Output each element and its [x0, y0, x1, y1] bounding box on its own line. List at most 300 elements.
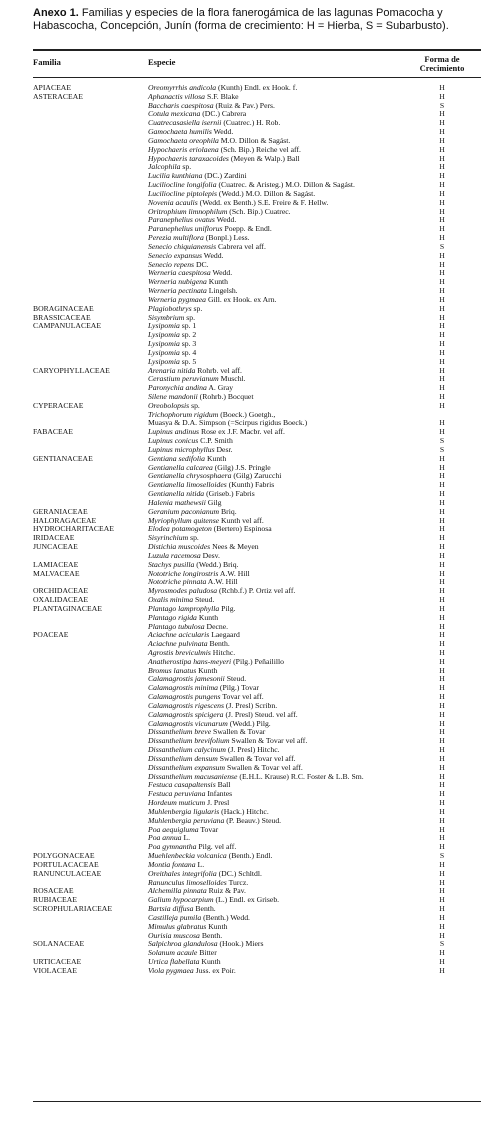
species-binomial: Festuca casapaltensis	[148, 780, 216, 790]
species-author: Tovar vel aff.	[220, 692, 264, 702]
species-binomial: Nototriche longirostris	[148, 568, 219, 578]
growth-form-cell: H	[439, 603, 445, 613]
species-binomial: Sisyrinchium	[148, 533, 189, 543]
species-author: (Meyen & Walp.) Ball	[228, 153, 300, 163]
growth-form-cell: H	[439, 859, 445, 869]
species-binomial: Calamagrostis minima	[148, 683, 218, 693]
species-author: (Rohrb.) Bocquet	[197, 391, 254, 401]
species-author: Kunth	[206, 921, 228, 931]
species-binomial: Lysipomia	[148, 347, 180, 357]
growth-form-cell: H	[439, 886, 445, 896]
family-cell: JUNCACEAE	[33, 542, 78, 552]
table-row	[0, 340, 500, 349]
species-author: Kunth vel aff.	[219, 515, 264, 525]
species-author: Benth.	[199, 930, 223, 940]
species-binomial: Senecio chiquianensis	[148, 241, 217, 251]
table-row	[0, 570, 500, 579]
growth-form-cell: H	[439, 559, 445, 569]
growth-form-cell: H	[439, 718, 445, 728]
species-author: (Kunth) Endl. ex Hook. f.	[216, 83, 298, 92]
species-binomial: Luzula racemosa	[148, 550, 201, 560]
species-binomial: Baccharis caespitosa	[148, 100, 214, 110]
table-row	[0, 658, 500, 667]
species-author: (Griseb.) Fabris	[204, 489, 255, 499]
species-binomial: Paronychia andina	[148, 383, 207, 393]
species-binomial: Myrosmodes paludosa	[148, 586, 218, 596]
growth-form-cell: H	[439, 250, 445, 260]
species-binomial: Calamagrostis spicigera	[148, 709, 224, 719]
species-author: Tovar	[198, 824, 219, 834]
growth-form-cell: H	[439, 180, 445, 190]
family-cell: ASTERACEAE	[33, 91, 83, 101]
family-cell: CYPERACEAE	[33, 400, 84, 410]
species-binomial: Lysipomia	[148, 330, 180, 340]
family-cell: SCROPHULARIACEAE	[33, 904, 113, 914]
species-author: (Wedd.) Briq.	[194, 559, 239, 569]
growth-form-cell: H	[439, 303, 445, 313]
table-row	[0, 243, 500, 252]
growth-form-cell: H	[439, 268, 445, 278]
growth-form-cell: H	[439, 806, 445, 816]
species-binomial: Poa aequigluma	[148, 824, 199, 834]
growth-form-cell: H	[439, 930, 445, 940]
species-author: A.W. Hill	[206, 577, 238, 587]
growth-form-cell: H	[439, 753, 445, 763]
species-binomial: Senecio expansus	[148, 250, 203, 260]
species-author: (DC.) Schltdl.	[216, 868, 262, 878]
growth-form-cell: H	[439, 550, 445, 560]
table-row	[0, 614, 500, 623]
species-binomial: Aphanactis villosa	[148, 91, 206, 101]
table-row	[0, 817, 500, 826]
growth-form-cell: H	[439, 798, 445, 808]
growth-form-cell: H	[439, 692, 445, 702]
species-binomial: Cotula mexicana	[148, 109, 201, 119]
species-author: Decne.	[204, 621, 229, 631]
growth-form-cell: H	[439, 471, 445, 481]
growth-form-cell: H	[439, 294, 445, 304]
growth-form-cell: H	[439, 965, 445, 975]
growth-form-cell: H	[439, 312, 445, 322]
table-row	[0, 631, 500, 640]
species-author: (Wedd.) Pilg.	[227, 718, 271, 728]
species-author: (Wedd.) M.O. Dillon & Sagást.	[216, 188, 316, 198]
growth-form-cell: H	[439, 462, 445, 472]
family-cell: IRIDACEAE	[33, 533, 75, 543]
species-binomial: Plantago rigida	[148, 612, 197, 622]
growth-form-cell: H	[439, 497, 445, 507]
species-author: M.O. Dillon & Sagást.	[218, 135, 291, 145]
species-binomial: Dissanthelium calycinum	[148, 745, 226, 755]
species-binomial: Nototriche pinnata	[148, 577, 207, 587]
species-author: sp. 5	[179, 356, 197, 366]
species-author: A.W. Hill	[218, 568, 250, 578]
growth-form-cell: H	[439, 595, 445, 605]
growth-form-cell: H	[439, 948, 445, 958]
species-author: (J. Presl) Hitchc.	[225, 745, 280, 755]
species-author: Pilg. vel aff.	[196, 842, 237, 852]
growth-form-cell: H	[439, 489, 445, 499]
species-author: Steud.	[224, 674, 247, 684]
growth-form-cell: H	[439, 383, 445, 393]
family-cell: OXALIDACEAE	[33, 595, 89, 605]
table-row	[0, 525, 500, 534]
species-binomial: Poa annua	[148, 833, 182, 843]
growth-form-cell: H	[439, 674, 445, 684]
species-binomial: Hypochaeris eriolaena	[148, 144, 219, 154]
table-row	[0, 967, 500, 976]
table-row	[0, 879, 500, 888]
growth-form-cell: H	[439, 91, 445, 101]
growth-form-cell: H	[439, 188, 445, 198]
species-author: Lingelsh.	[206, 286, 238, 296]
species-binomial: Lucilia kunthiana	[148, 171, 203, 181]
species-author: Turcz.	[226, 877, 249, 887]
table-row	[0, 790, 500, 799]
species-author: (Gilg) J.S. Pringle	[212, 462, 271, 472]
growth-form-cell: H	[439, 453, 445, 463]
growth-form-cell: H	[439, 506, 445, 516]
species-binomial: Gentianella limoselloides	[148, 480, 227, 490]
growth-form-cell: S	[439, 241, 445, 251]
caption-text: Familias y especies de la flora fanerogámica de las lagunas Pomacocha y Habascocha, Concepción, Junín (forma de crecimiento: H = Hierba, S = Subarbusto).	[33, 7, 449, 32]
species-author: (Bertero) Espinosa	[211, 524, 272, 534]
species-table	[0, 84, 500, 976]
species-author: (Boeck.) Goetgh.,	[218, 409, 276, 419]
growth-form-cell: H	[439, 321, 445, 331]
growth-form-cell: H	[439, 400, 445, 410]
species-binomial: Lysipomia	[148, 356, 180, 366]
species-author: Wedd.	[210, 268, 233, 278]
species-binomial: Stachys pusilla	[148, 559, 195, 569]
species-author: L.	[195, 859, 205, 869]
species-author: (P. Beauv.) Steud.	[224, 815, 282, 825]
family-cell: RANUNCULACEAE	[33, 868, 102, 878]
table-row	[0, 914, 500, 923]
growth-form-cell: H	[439, 904, 445, 914]
species-author: Wedd.	[214, 215, 237, 225]
growth-form-cell: H	[439, 206, 445, 216]
growth-form-cell: H	[439, 542, 445, 552]
species-author: (E.H.L. Krause) R.C. Foster & L.B. Sm.	[237, 771, 364, 781]
table-row	[0, 605, 500, 614]
species-author: Pilg.	[219, 603, 236, 613]
growth-form-cell: H	[439, 665, 445, 675]
growth-form-cell: H	[439, 921, 445, 931]
species-binomial: Calamagrostis jamesonii	[148, 674, 225, 684]
species-author: Juss. ex Poir.	[193, 965, 236, 975]
species-author: Desr.	[214, 444, 233, 454]
growth-form-cell: S	[439, 436, 445, 446]
growth-form-cell: H	[439, 224, 445, 234]
species-binomial: Werneria nubigena	[148, 277, 207, 287]
growth-form-cell: H	[439, 727, 445, 737]
growth-form-cell: H	[439, 895, 445, 905]
species-binomial: Myriophyllum quitense	[148, 515, 220, 525]
family-cell: MALVACEAE	[33, 568, 80, 578]
growth-form-cell: H	[439, 842, 445, 852]
growth-form-cell: H	[439, 533, 445, 543]
species-author: (Bonpl.) Less.	[203, 233, 250, 243]
family-cell: GERANIACEAE	[33, 506, 88, 516]
species-author: (Sch. Bip.) Cuatrec.	[227, 206, 291, 216]
growth-form-cell: H	[439, 709, 445, 719]
species-binomial: Dissanthelium brevifolium	[148, 736, 230, 746]
family-cell: PLANTAGINACEAE	[33, 603, 102, 613]
family-cell: VIOLACEAE	[33, 965, 77, 975]
table-row	[0, 490, 500, 499]
species-binomial: Lupinus conicus	[148, 436, 199, 446]
growth-form-cell: H	[439, 780, 445, 790]
species-binomial: Gamochaeta humilis	[148, 127, 212, 137]
species-author: Poepp. & Endl.	[222, 224, 272, 234]
species-binomial: Montia fontana	[148, 859, 196, 869]
table-row	[0, 940, 500, 949]
species-binomial: Cerastium peruvianum	[148, 374, 219, 384]
species-author: (Benth.) Wedd.	[201, 912, 250, 922]
family-cell: GENTIANACEAE	[33, 453, 93, 463]
species-author: (Pilg.) Peñailillo	[231, 656, 284, 666]
growth-form-cell: H	[439, 118, 445, 128]
growth-form-cell: H	[439, 153, 445, 163]
species-author: Benth.	[207, 639, 230, 649]
species-author: (Cuatrec. & Aristeg.) M.O. Dillon & Sagást.	[216, 180, 355, 190]
growth-form-cell: H	[439, 365, 445, 375]
species-author: DC.	[194, 259, 209, 269]
growth-form-cell: H	[439, 233, 445, 243]
species-binomial: Geranium paconianum	[148, 506, 220, 516]
family-cell: CARYOPHYLLACEAE	[33, 365, 110, 375]
species-binomial: Bromus lanatus	[148, 665, 197, 675]
table-row	[0, 870, 500, 879]
growth-form-cell: H	[439, 700, 445, 710]
species-binomial: Calamagrostis rigescens	[148, 700, 224, 710]
table-row	[0, 102, 500, 111]
species-author: Infantes	[205, 789, 233, 799]
species-binomial: Halenia mathewsii	[148, 497, 206, 507]
table-row	[0, 640, 500, 649]
species-author: (Cuatrec.) H. Rob.	[221, 118, 281, 128]
growth-form-cell: H	[439, 877, 445, 887]
species-binomial: Anatherostipa hans-meyeri	[148, 656, 232, 666]
growth-form-cell: H	[439, 956, 445, 966]
header-growth-line2: Crecimiento	[419, 63, 465, 73]
family-cell: ORCHIDACEAE	[33, 586, 89, 596]
table-row	[0, 781, 500, 790]
growth-form-cell: H	[439, 259, 445, 269]
species-author: Wedd.	[202, 250, 224, 260]
species-binomial: Arenaria nitida	[148, 365, 196, 375]
species-binomial: Muhlenbergia peruviana	[148, 815, 225, 825]
species-author: (J. Presl) Steud. vel aff.	[223, 709, 298, 719]
species-author: Kunth	[205, 453, 227, 463]
species-author: Gill. ex Hook. ex Arn.	[206, 294, 277, 304]
species-author: (DC.) Cabrera	[200, 109, 247, 119]
species-binomial: Festuca peruviana	[148, 789, 206, 799]
family-cell: HYDROCHARITACEAE	[33, 524, 114, 534]
family-cell: HALORAGACEAE	[33, 515, 97, 525]
species-author: Nees & Meyen	[210, 542, 259, 552]
species-binomial: Plagiobothrys	[148, 303, 192, 313]
growth-form-cell: H	[439, 833, 445, 843]
family-cell: APIACEAE	[33, 83, 72, 92]
growth-form-cell: H	[439, 480, 445, 490]
species-author: Swallen & Tovar	[211, 727, 266, 737]
growth-form-cell: H	[439, 762, 445, 772]
species-binomial: Aciachne pulvinata	[148, 639, 208, 649]
species-binomial: Agrostis breviculmis	[148, 648, 211, 657]
species-binomial: Luciliocline piptolepis	[148, 188, 217, 198]
growth-form-cell: S	[439, 851, 445, 861]
species-author: (Wedd. ex Benth.) S.E. Freire & F. Hellw.	[197, 197, 329, 207]
growth-form-cell: H	[439, 524, 445, 534]
growth-form-cell: H	[439, 568, 445, 578]
species-binomial: Castilleja pumila	[148, 912, 202, 922]
family-cell: POLYGONACEAE	[33, 851, 95, 861]
species-binomial: Mimulus glabratus	[148, 921, 207, 931]
growth-form-cell: H	[439, 868, 445, 878]
species-binomial: Dissanthelium macusaniense	[148, 771, 238, 781]
species-author: sp.	[180, 162, 192, 172]
growth-form-cell: H	[439, 515, 445, 525]
species-binomial: Ranunculus limoselloides	[148, 877, 227, 887]
species-binomial: Plantago lamprophylla	[148, 603, 220, 613]
species-binomial: Oreobolopsis	[148, 400, 190, 410]
header-rule	[33, 77, 481, 78]
family-cell: FABACEAE	[33, 427, 74, 437]
growth-form-cell: H	[439, 427, 445, 437]
top-rule	[33, 49, 481, 51]
table-row	[0, 322, 500, 331]
growth-form-cell: H	[439, 912, 445, 922]
growth-form-cell: H	[439, 824, 445, 834]
species-binomial: Senecio repens	[148, 259, 195, 269]
species-binomial: Lysipomia	[148, 321, 180, 331]
header-growth-form	[402, 55, 482, 73]
table-row	[0, 367, 500, 376]
species-author: Ruiz & Pav.	[206, 886, 246, 896]
species-binomial: Lupinus microphyllus	[148, 444, 215, 454]
table-row	[0, 163, 500, 172]
species-binomial: Muehlenbeckia volcanica	[148, 851, 227, 861]
table-row	[0, 773, 500, 782]
species-author: C.P. Smith	[198, 436, 233, 446]
header-growth-line1: Forma de	[424, 54, 460, 64]
species-author: sp.	[189, 400, 200, 410]
species-binomial: Oxalis minima	[148, 595, 194, 605]
family-cell: BORAGINACEAE	[33, 303, 94, 313]
growth-form-cell: H	[439, 127, 445, 137]
species-binomial: Hypochaeris taraxacoides	[148, 153, 229, 163]
growth-form-cell: H	[439, 162, 445, 172]
growth-form-cell: H	[439, 736, 445, 746]
species-binomial: Plantago tubulosa	[148, 621, 205, 631]
species-binomial: Novenia acaulis	[148, 197, 198, 207]
species-binomial: Elodea potamogeton	[148, 524, 212, 534]
species-author: (Kunth) Fabris	[226, 480, 275, 490]
species-author: S.F. Blake	[205, 91, 239, 101]
species-binomial: Bartsia diffusa	[148, 904, 194, 914]
species-binomial: Oreomyrrhis andicola	[148, 83, 217, 92]
growth-form-cell: H	[439, 347, 445, 357]
table-row	[0, 225, 500, 234]
table-row	[0, 826, 500, 835]
growth-form-cell: H	[439, 391, 445, 401]
species-binomial: Cuatrecasasiella isernii	[148, 118, 222, 128]
species-author: Swallen & Tovar vel aff.	[217, 753, 296, 763]
species-binomial: Alchemilla pinnata	[148, 886, 207, 896]
species-binomial: Aciachne acicularis	[148, 630, 210, 640]
table-row	[0, 923, 500, 932]
species-author: (Pilg.) Tovar	[217, 683, 259, 693]
species-author: Cabrera vel aff.	[216, 241, 266, 251]
species-author: (Benth.) Endl.	[226, 851, 273, 861]
species-author: (DC.) Zardini	[202, 171, 247, 181]
table-row	[0, 623, 500, 632]
species-author: (Hook.) Miers	[217, 939, 264, 949]
species-author: Muasya & D.A. Simpson (=Scirpus rigidus Boeck.)	[148, 418, 308, 428]
species-author: A. Gray	[206, 383, 234, 393]
species-binomial: Werneria pectinata	[148, 286, 207, 296]
species-binomial: Distichia muscoides	[148, 542, 211, 552]
species-binomial: Oreithales integrifolia	[148, 868, 217, 878]
family-cell: SOLANACEAE	[33, 939, 85, 949]
species-author: Kunth	[199, 956, 221, 966]
species-binomial: Salpichroa glandulosa	[148, 939, 218, 949]
species-author: Ball	[215, 780, 231, 790]
species-author: (Rchb.f.) P. Ortiz vel aff.	[217, 586, 296, 596]
species-binomial: Luciliocline longifolia	[148, 180, 217, 190]
species-author: (J. Presl) Scribn.	[223, 700, 278, 710]
family-cell: LAMIACEAE	[33, 559, 79, 569]
table-row	[0, 252, 500, 261]
growth-form-cell: H	[439, 339, 445, 349]
species-author: J. Presl	[205, 798, 230, 808]
species-author: Wedd.	[211, 127, 234, 137]
growth-form-cell: H	[439, 745, 445, 755]
growth-form-cell: H	[439, 374, 445, 384]
growth-form-cell: S	[439, 444, 445, 454]
species-binomial: Dissanthelium densum	[148, 753, 218, 763]
table-caption	[33, 7, 481, 33]
growth-form-cell: H	[439, 612, 445, 622]
growth-form-cell: H	[439, 656, 445, 666]
species-binomial: Werneria caespitosa	[148, 268, 211, 278]
species-author: Muschl.	[218, 374, 246, 384]
growth-form-cell: H	[439, 577, 445, 587]
growth-form-cell: S	[439, 939, 445, 949]
species-author: sp.	[188, 533, 199, 543]
species-author: sp. 1	[179, 321, 197, 331]
species-binomial: Perezia multiflora	[148, 233, 204, 243]
species-author: Hitchc.	[210, 648, 236, 657]
species-binomial: Calamagrostis pungens	[148, 692, 221, 702]
table-row	[0, 155, 500, 164]
growth-form-cell: H	[439, 171, 445, 181]
species-binomial: Solanum acaule	[148, 948, 198, 958]
table-row	[0, 208, 500, 217]
growth-form-cell: H	[439, 586, 445, 596]
species-binomial: Trichophorum rigidum	[148, 409, 219, 419]
growth-form-cell: H	[439, 356, 445, 366]
family-cell: CAMPANULACEAE	[33, 321, 102, 331]
species-author: Benth.	[193, 904, 216, 914]
growth-form-cell: H	[439, 144, 445, 154]
species-binomial: Poa gymnantha	[148, 842, 197, 852]
species-binomial: Muhlenbergia ligularis	[148, 806, 220, 816]
species-author: sp. 2	[179, 330, 197, 340]
species-binomial: Lysipomia	[148, 339, 180, 349]
